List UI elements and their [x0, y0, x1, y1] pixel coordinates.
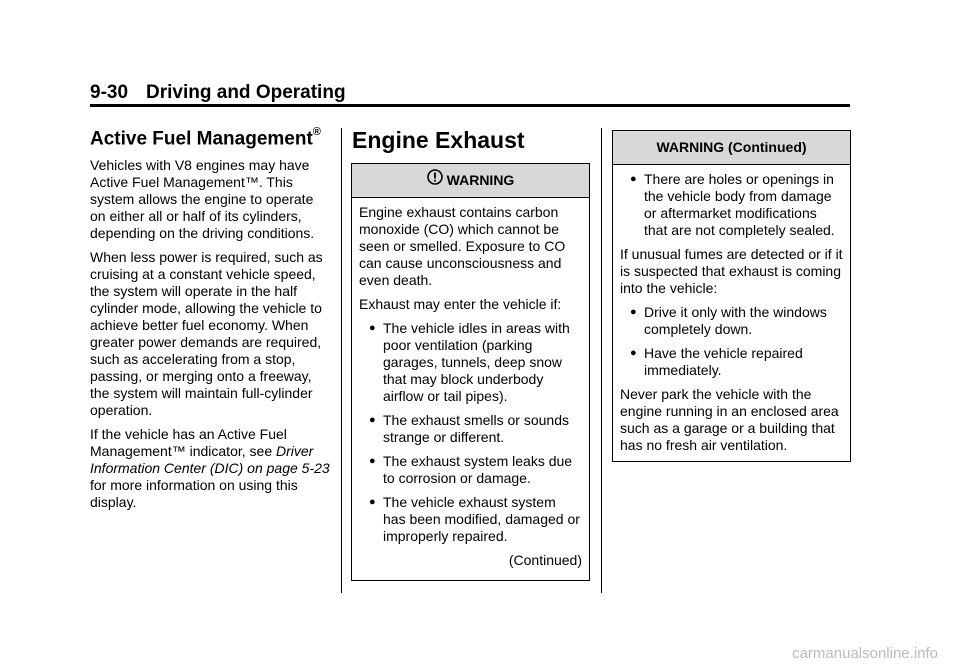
- list-item: ● The exhaust system leaks due to corrosion or damage.: [369, 453, 573, 486]
- fumes-paragraph: If unusual fumes are detected or if it is suspected that exhaust is coming into the vehicle:: [620, 246, 843, 296]
- column-divider-right: [601, 128, 602, 593]
- warning-title: WARNING: [446, 172, 515, 188]
- list-item: ● The vehicle idles in areas with poor ventilation (parking garages, tunnels, deep snow that may block underbody airflow or tail pipes).: [369, 320, 570, 404]
- watermark: carmanualsonline.info: [792, 645, 938, 662]
- bullet-icon: ●: [369, 496, 376, 508]
- openings-bullet-list: [620, 171, 843, 239]
- warning-icon: [427, 164, 443, 197]
- bullet-icon: ●: [630, 306, 637, 318]
- active-fuel-paragraph-1: Vehicles with V8 engines may have Active Fuel Management™. This system allows the engine to operate on either all or half of its cylinders, depending on the driving conditions.: [90, 157, 315, 241]
- bullet-icon: ●: [369, 414, 376, 426]
- list-item: ● There are holes or openings in the vehicle body from damage or aftermarket modifications that are not completely sealed.: [630, 171, 835, 238]
- warning-continued-box: [612, 130, 851, 462]
- list-item: ● Have the vehicle repaired immediately.: [630, 345, 803, 378]
- list-item: ● Drive it only with the windows completely down.: [630, 304, 827, 337]
- warning-box-body: [352, 198, 589, 573]
- fumes-bullet-list: [620, 304, 843, 379]
- list-item: ● The vehicle exhaust system has been modified, damaged or improperly repaired.: [369, 494, 580, 544]
- exhaust-paragraph-2: Exhaust may enter the vehicle if:: [359, 296, 562, 312]
- warning-box-header: [352, 164, 589, 198]
- bullet-icon: ●: [630, 173, 637, 185]
- dic-reference-link[interactable]: Driver Information Center (DIC) on page 5-23: [90, 443, 330, 476]
- warning-continued-header: WARNING (Continued): [613, 131, 850, 165]
- page-number: 9-30: [90, 82, 129, 103]
- active-fuel-paragraph-3: [90, 426, 330, 511]
- active-fuel-body: [90, 157, 330, 518]
- warning-box: [351, 163, 590, 581]
- continued-label: (Continued): [508, 552, 582, 568]
- active-fuel-paragraph-2: When less power is required, such as cruising at a constant vehicle speed, the system will operate in the half cylinder mode, allowing the vehicle to achieve better fuel economy. When greater power demands are required, such as accelerating from a stop, passing, or merging onto a freeway, the system will maintain full-cylinder operation.: [90, 249, 323, 418]
- exhaust-paragraph-1: Engine exhaust contains carbon monoxide (CO) which cannot be seen or smelled. Exposure to CO can cause unconsciousness and even death.: [359, 204, 566, 288]
- header-rule: [90, 104, 850, 107]
- section-title: Driving and Operating: [146, 82, 346, 103]
- list-item: ● The exhaust smells or sounds strange or different.: [369, 412, 569, 445]
- active-fuel-heading: [90, 128, 321, 150]
- exhaust-bullet-list: [359, 320, 582, 545]
- active-fuel-title: Active Fuel Management: [90, 128, 313, 150]
- active-fuel-p3-start: If the vehicle has an Active Fuel Management™ indicator, see: [90, 426, 287, 459]
- bullet-icon: ●: [369, 455, 376, 467]
- bullet-icon: ●: [630, 347, 637, 359]
- never-park-paragraph: Never park the vehicle with the engine running in an enclosed area such as a garage or a building that has no fresh air ventilation.: [620, 386, 839, 453]
- registered-mark: ®: [312, 126, 321, 138]
- warning-continued-body: [613, 165, 850, 454]
- engine-exhaust-heading: Engine Exhaust: [352, 127, 525, 153]
- column-divider-left: [341, 128, 342, 593]
- page-header: [90, 82, 346, 104]
- active-fuel-p3-end: for more information on using this display.: [90, 477, 298, 510]
- bullet-icon: ●: [369, 322, 376, 334]
